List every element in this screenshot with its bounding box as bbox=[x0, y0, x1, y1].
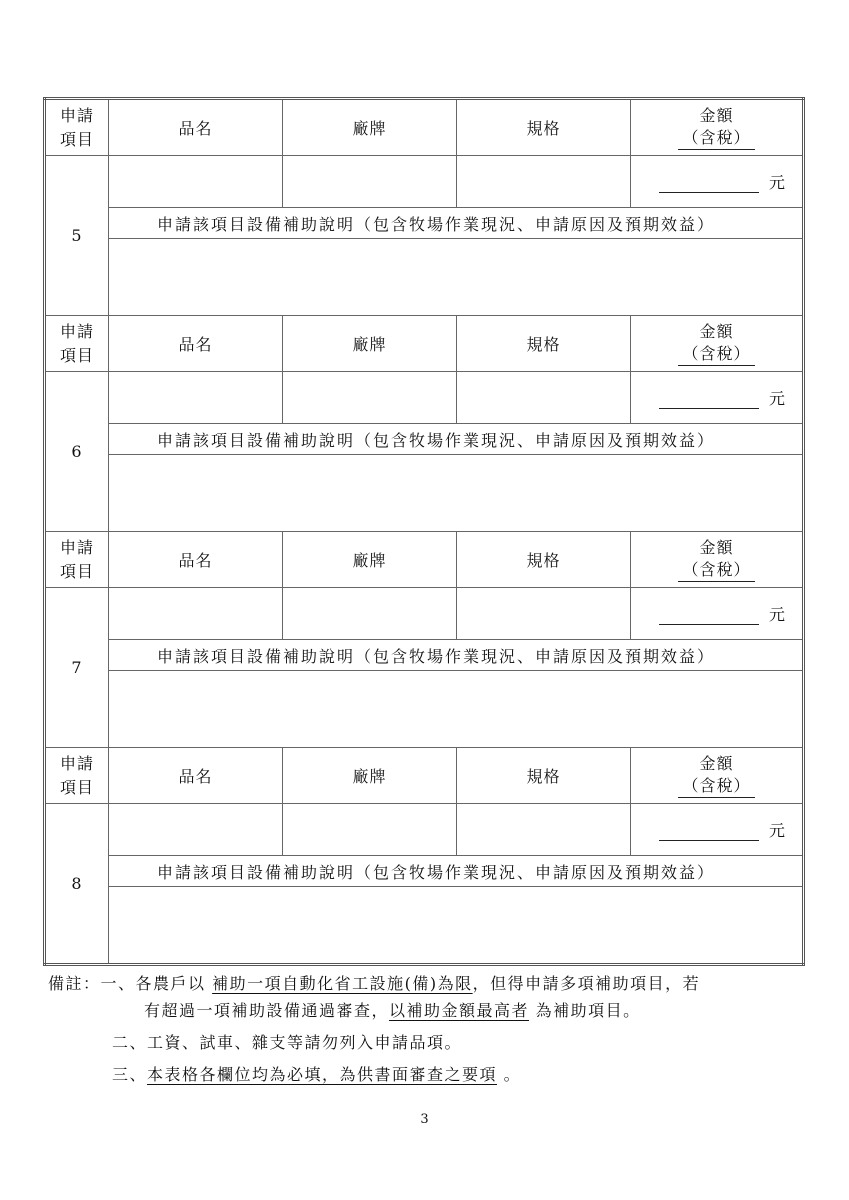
description-body-row bbox=[45, 671, 804, 748]
description-label: 申請該項目設備補助說明（包含牧場作業現況、申請原因及預期效益） bbox=[109, 856, 804, 887]
spec-header: 規格 bbox=[457, 748, 631, 804]
notes-prefix: 備註： bbox=[48, 974, 101, 993]
description-field[interactable] bbox=[109, 671, 804, 748]
header-label-line2: 項目 bbox=[59, 777, 94, 797]
description-body-row bbox=[45, 239, 804, 316]
amount-field[interactable] bbox=[631, 804, 804, 856]
description-field[interactable] bbox=[109, 887, 804, 965]
amount-blank bbox=[659, 394, 759, 409]
spec-field[interactable] bbox=[457, 156, 631, 208]
notes-section bbox=[48, 970, 808, 1088]
note-1-text-2: 有超過一項補助設備通過審查， bbox=[144, 1001, 390, 1020]
note-1-line-1 bbox=[48, 970, 808, 997]
product-name-header: 品名 bbox=[109, 532, 283, 588]
brand-field[interactable] bbox=[283, 372, 457, 424]
description-label-row bbox=[45, 424, 804, 455]
description-field[interactable] bbox=[109, 239, 804, 316]
spec-header: 規格 bbox=[457, 316, 631, 372]
note-1-text: 一、各農戶以 bbox=[100, 974, 206, 993]
product-name-field[interactable] bbox=[109, 804, 283, 856]
product-name-field[interactable] bbox=[109, 372, 283, 424]
item-number: 8 bbox=[45, 804, 109, 965]
description-label-row bbox=[45, 856, 804, 887]
header-label-line1: 申請 bbox=[59, 537, 94, 557]
header-row bbox=[45, 748, 804, 804]
brand-field[interactable] bbox=[283, 588, 457, 640]
amount-field[interactable] bbox=[631, 588, 804, 640]
note-1-text-3: 為補助項目。 bbox=[535, 1001, 641, 1020]
amount-header-line2: （含稅） bbox=[678, 343, 754, 366]
application-item-header bbox=[45, 316, 109, 372]
note-1-underlined-2: 以補助金額最高者 bbox=[389, 1001, 530, 1020]
currency-unit: 元 bbox=[768, 821, 786, 840]
amount-field[interactable] bbox=[631, 372, 804, 424]
amount-header bbox=[631, 99, 804, 156]
product-name-header: 品名 bbox=[109, 748, 283, 804]
note-3-period: 。 bbox=[503, 1065, 522, 1084]
amount-blank bbox=[659, 610, 759, 625]
product-name-field[interactable] bbox=[109, 588, 283, 640]
description-label-row bbox=[45, 640, 804, 671]
amount-header-line2: （含稅） bbox=[678, 775, 754, 798]
currency-unit: 元 bbox=[768, 173, 786, 192]
amount-blank bbox=[659, 826, 759, 841]
amount-header bbox=[631, 748, 804, 804]
item-number: 6 bbox=[45, 372, 109, 532]
header-label-line2: 項目 bbox=[59, 561, 94, 581]
amount-header bbox=[631, 316, 804, 372]
application-item-header bbox=[45, 748, 109, 804]
value-row bbox=[45, 372, 804, 424]
header-row bbox=[45, 532, 804, 588]
page-number: 3 bbox=[420, 1112, 429, 1127]
amount-header-line2: （含稅） bbox=[678, 127, 754, 150]
brand-header: 廠牌 bbox=[283, 316, 457, 372]
amount-blank bbox=[659, 178, 759, 193]
description-label-row bbox=[45, 208, 804, 239]
currency-unit: 元 bbox=[768, 605, 786, 624]
note-1-line-2 bbox=[48, 997, 808, 1024]
value-row bbox=[45, 156, 804, 208]
brand-field[interactable] bbox=[283, 804, 457, 856]
application-item-header bbox=[45, 99, 109, 156]
note-1-underlined: 補助一項自動化省工設施(備)為限 bbox=[212, 974, 473, 993]
currency-unit: 元 bbox=[768, 389, 786, 408]
amount-header-line2: （含稅） bbox=[678, 559, 754, 582]
note-1-text-cont: ，但得申請多項補助項目，若 bbox=[472, 974, 701, 993]
spec-field[interactable] bbox=[457, 588, 631, 640]
brand-field[interactable] bbox=[283, 156, 457, 208]
description-label: 申請該項目設備補助說明（包含牧場作業現況、申請原因及預期效益） bbox=[109, 424, 804, 455]
spec-field[interactable] bbox=[457, 372, 631, 424]
application-item-header bbox=[45, 532, 109, 588]
note-2 bbox=[48, 1029, 808, 1056]
item-number: 7 bbox=[45, 588, 109, 748]
brand-header: 廠牌 bbox=[283, 99, 457, 156]
brand-header: 廠牌 bbox=[283, 532, 457, 588]
equipment-application-table bbox=[43, 97, 805, 966]
header-row bbox=[45, 99, 804, 156]
note-2-text: 二、工資、試車、雜支等請勿列入申請品項。 bbox=[112, 1033, 463, 1052]
value-row bbox=[45, 804, 804, 856]
header-label-line1: 申請 bbox=[59, 105, 94, 125]
amount-header-line1: 金額 bbox=[699, 754, 734, 773]
spec-header: 規格 bbox=[457, 532, 631, 588]
item-number: 5 bbox=[45, 156, 109, 316]
value-row bbox=[45, 588, 804, 640]
header-label-line1: 申請 bbox=[59, 321, 94, 341]
product-name-field[interactable] bbox=[109, 156, 283, 208]
description-label: 申請該項目設備補助說明（包含牧場作業現況、申請原因及預期效益） bbox=[109, 640, 804, 671]
product-name-header: 品名 bbox=[109, 99, 283, 156]
description-body-row bbox=[45, 887, 804, 965]
brand-header: 廠牌 bbox=[283, 748, 457, 804]
note-3 bbox=[48, 1061, 808, 1088]
amount-header-line1: 金額 bbox=[699, 322, 734, 341]
amount-header-line1: 金額 bbox=[699, 538, 734, 557]
header-label-line2: 項目 bbox=[59, 345, 94, 365]
note-3-prefix: 三、 bbox=[112, 1065, 148, 1084]
description-label: 申請該項目設備補助說明（包含牧場作業現況、申請原因及預期效益） bbox=[109, 208, 804, 239]
product-name-header: 品名 bbox=[109, 316, 283, 372]
spec-header: 規格 bbox=[457, 99, 631, 156]
spec-field[interactable] bbox=[457, 804, 631, 856]
description-body-row bbox=[45, 455, 804, 532]
header-label-line2: 項目 bbox=[59, 129, 94, 149]
amount-header bbox=[631, 532, 804, 588]
header-label-line1: 申請 bbox=[59, 753, 94, 773]
note-3-underlined: 本表格各欄位均為必填，為供書面審查之要項 bbox=[147, 1065, 498, 1084]
amount-header-line1: 金額 bbox=[699, 106, 734, 125]
amount-field[interactable] bbox=[631, 156, 804, 208]
description-field[interactable] bbox=[109, 455, 804, 532]
header-row bbox=[45, 316, 804, 372]
